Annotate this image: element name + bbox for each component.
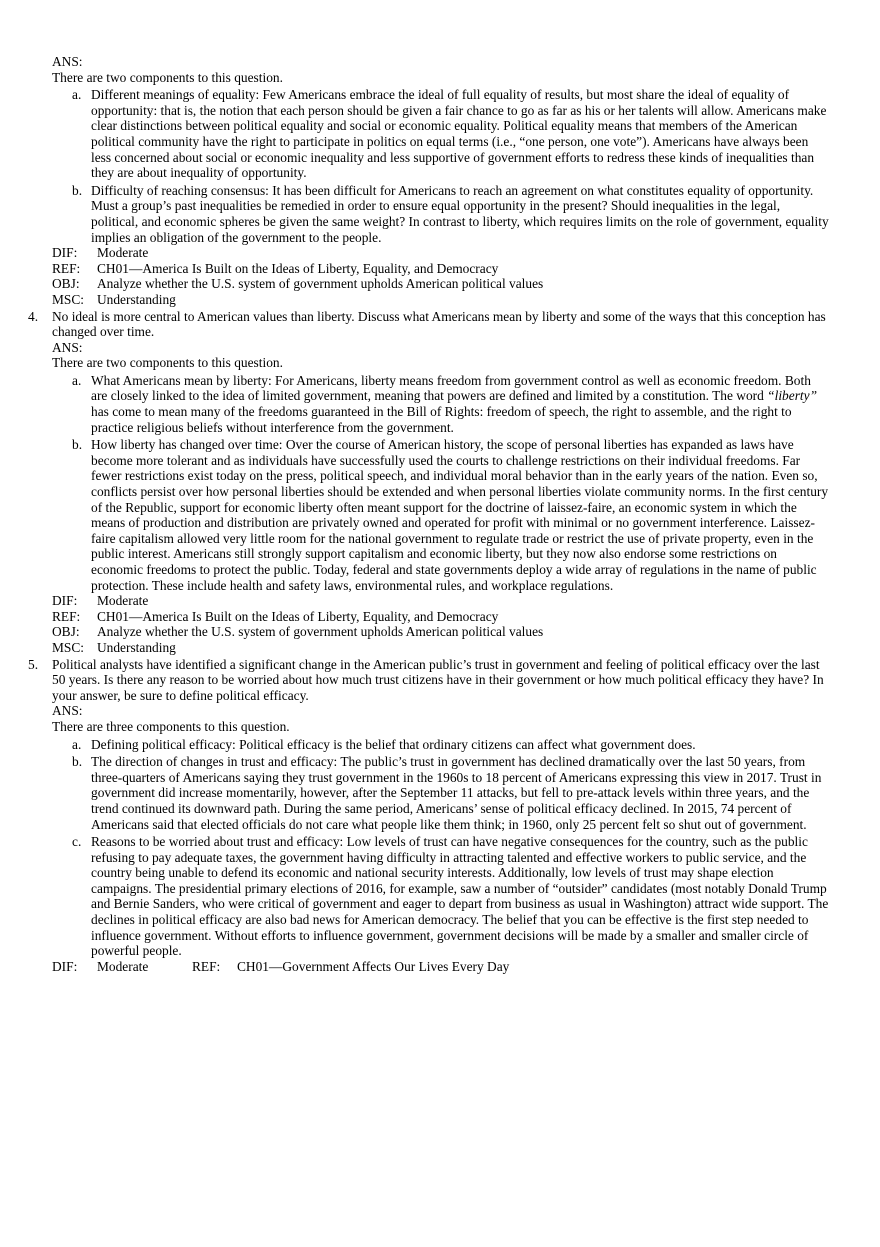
answer-intro: There are two components to this question. — [52, 355, 283, 371]
item-text-end: has come to mean many of the freedoms guaranteed in the Bill of Rights: freedom of speech, the right to assemble, and the right to practice religious beliefs without interference from the government. — [91, 404, 792, 435]
question-5 — [28, 656, 830, 704]
question-4 — [28, 308, 830, 340]
item-text — [91, 373, 830, 435]
document-page — [28, 54, 830, 974]
question-number: 4. — [28, 308, 39, 324]
dif-ref-row — [52, 959, 830, 975]
ans-label: ANS: — [52, 339, 83, 355]
answer-item — [52, 437, 830, 593]
answer-item — [52, 834, 830, 959]
ref-label: REF: — [192, 958, 221, 974]
dif-label: DIF: — [52, 958, 78, 974]
item-letter: c. — [72, 834, 82, 850]
item-text: The direction of changes in trust and efficacy: The public’s trust in government has declined dramatically over the last 50 years, from three-quarters of Americans saying they trust government in the 1960s to 18 percent of Americans expressing this view in 2017. Trust in government did increase momentarily, however, after the September 11 attacks, but fell to pre-attack levels within three years, and the trend continued its downward path. During the same period, Americans’ sense of political efficacy declined. In 2015, 74 percent of Americans said that elected officials do not care what people like them think; in 1960, only 25 percent felt so shut out of government. — [91, 754, 822, 832]
ref-value: CH01—America Is Built on the Ideas of Liberty, Equality, and Democracy — [97, 260, 499, 276]
obj-label: OBJ: — [52, 276, 80, 292]
question-number: 5. — [28, 656, 39, 672]
item-letter: b. — [72, 754, 83, 770]
msc-row — [52, 292, 830, 308]
ref-label: REF: — [52, 608, 81, 624]
ref-value: CH01—Government Affects Our Lives Every Day — [237, 958, 510, 974]
ref-label: REF: — [52, 260, 81, 276]
item-text-start: What Americans mean by liberty: For Americans, liberty means freedom from government control as well as economic freedom. Both are closely linked to the idea of limited government, meaning that powers are defined and limited by a constitution. The word — [91, 372, 811, 404]
item-text: Defining political efficacy: Political efficacy is the belief that ordinary citizens can affect what government does. — [91, 736, 696, 752]
answer-item — [52, 754, 830, 832]
question-text: No ideal is more central to American values than liberty. Discuss what Americans mean by liberty and some of the ways that this conception has changed over time. — [52, 308, 826, 340]
msc-value: Understanding — [97, 291, 176, 307]
item-letter: b. — [72, 437, 83, 453]
item-text: Reasons to be worried about trust and efficacy: Low levels of trust can have negative consequences for the country, such as the public refusing to pay adequate taxes, the government having difficulty in attracting talented and effective workers to public service, and the country being unable to defend its economic and national security interests. Additionally, low levels of trust may shape election campaigns. The presidential primary elections of 2016, for example, saw a number of “outsider” candidates (most notably Donald Trump and Bernie Sanders, who were critical of government and eager to depart from business as usual in Washington) attract wide support. The declines in political efficacy are also bad news for American democracy. The belief that you can be effective is the first step needed to influence government. Without efforts to influence government, government decisions will be made by a smaller and smaller circle of powerful people. — [91, 834, 829, 959]
obj-row — [52, 276, 830, 292]
ref-value: CH01—America Is Built on the Ideas of Liberty, Equality, and Democracy — [97, 608, 499, 624]
answer-item — [52, 87, 830, 181]
item-text: Different meanings of equality: Few Americans embrace the ideal of full equality of results, but most share the ideal of equality of opportunity: that is, the notion that each person should be given a fair chance to go as far as his or her talents will allow. Americans make clear distinctions between political equality and social or economic equality. Political equality means that members of the American political community have the right to participate in politics on equal terms (i.e., “one person, one vote”). Americans have always been less concerned about social or economic inequality and less supportive of government efforts to redress these kinds of inequalities than they are about inequality of opportunity. — [91, 87, 827, 181]
item-letter: a. — [72, 736, 82, 752]
item-letter: a. — [72, 87, 82, 103]
msc-label: MSC: — [52, 639, 85, 655]
dif-label: DIF: — [52, 245, 78, 261]
question-text: Political analysts have identified a significant change in the American public’s trust in government and feeling of political efficacy over the last 50 years. Is there any reason to be worried about how much trust citizens have in their government or how much political efficacy they have? In your answer, be sure to define political efficacy. — [52, 656, 824, 703]
dif-row — [52, 593, 830, 609]
item-letter: a. — [72, 372, 82, 388]
answer-item — [52, 183, 830, 245]
dif-label: DIF: — [52, 593, 78, 609]
obj-label: OBJ: — [52, 624, 80, 640]
ref-row — [52, 609, 830, 625]
answer-item — [52, 737, 830, 753]
item-text: How liberty has changed over time: Over the course of American history, the scope of personal liberties has expanded as laws have become more tolerant and as individuals have successfully used the courts to challenge restrictions on their individual freedoms. Far fewer restrictions exist today on the press, political speech, and individual moral behavior than in the early years of the nation. Even so, conflicts persist over how personal liberties should be extended and when personal liberties violate community norms. In the first century of the Republic, support for economic liberty often meant support for the doctrine of laissez-faire, an economic system in which the means of production and distribution are privately owned and operated for profit with minimal or no government interference. Laissez-faire capitalism allowed very little room for the national government to regulate trade or restrict the use of private property, even in the public interest. Americans still strongly support capitalism and economic liberty, but they now also endorse some restrictions on economic freedoms to protect the public. Today, federal and state governments deploy a wide array of regulations in the name of public protection. These include health and safety laws, environmental rules, and workplace regulations. — [91, 437, 829, 593]
msc-row — [52, 640, 830, 656]
obj-row — [52, 624, 830, 640]
liberty-emphasis: “liberty” — [767, 388, 818, 404]
answer-intro: There are three components to this question. — [52, 718, 290, 734]
answer-intro: There are two components to this question. — [52, 69, 283, 85]
msc-value: Understanding — [97, 639, 176, 655]
dif-value: Moderate — [97, 245, 149, 261]
obj-value: Analyze whether the U.S. system of government upholds American political values — [97, 276, 544, 292]
dif-value: Moderate — [97, 958, 149, 974]
ref-row — [52, 261, 830, 277]
answer-item — [52, 373, 830, 435]
dif-value: Moderate — [97, 593, 149, 609]
item-letter: b. — [72, 182, 83, 198]
item-text: Difficulty of reaching consensus: It has been difficult for Americans to reach an agreement on what constitutes equality of opportunity. Must a group’s past inequalities be remedied in order to ensure equal opportunity in the present? Should inequalities in the legal, political, and economic spheres be given the same weight? In contrast to liberty, which requires limits on the role of government, equality implies an obligation of the government to the people. — [91, 182, 829, 245]
obj-value: Analyze whether the U.S. system of government upholds American political values — [97, 624, 544, 640]
msc-label: MSC: — [52, 291, 85, 307]
dif-row — [52, 245, 830, 261]
ans-label: ANS: — [52, 54, 83, 69]
ans-label: ANS: — [52, 703, 83, 719]
